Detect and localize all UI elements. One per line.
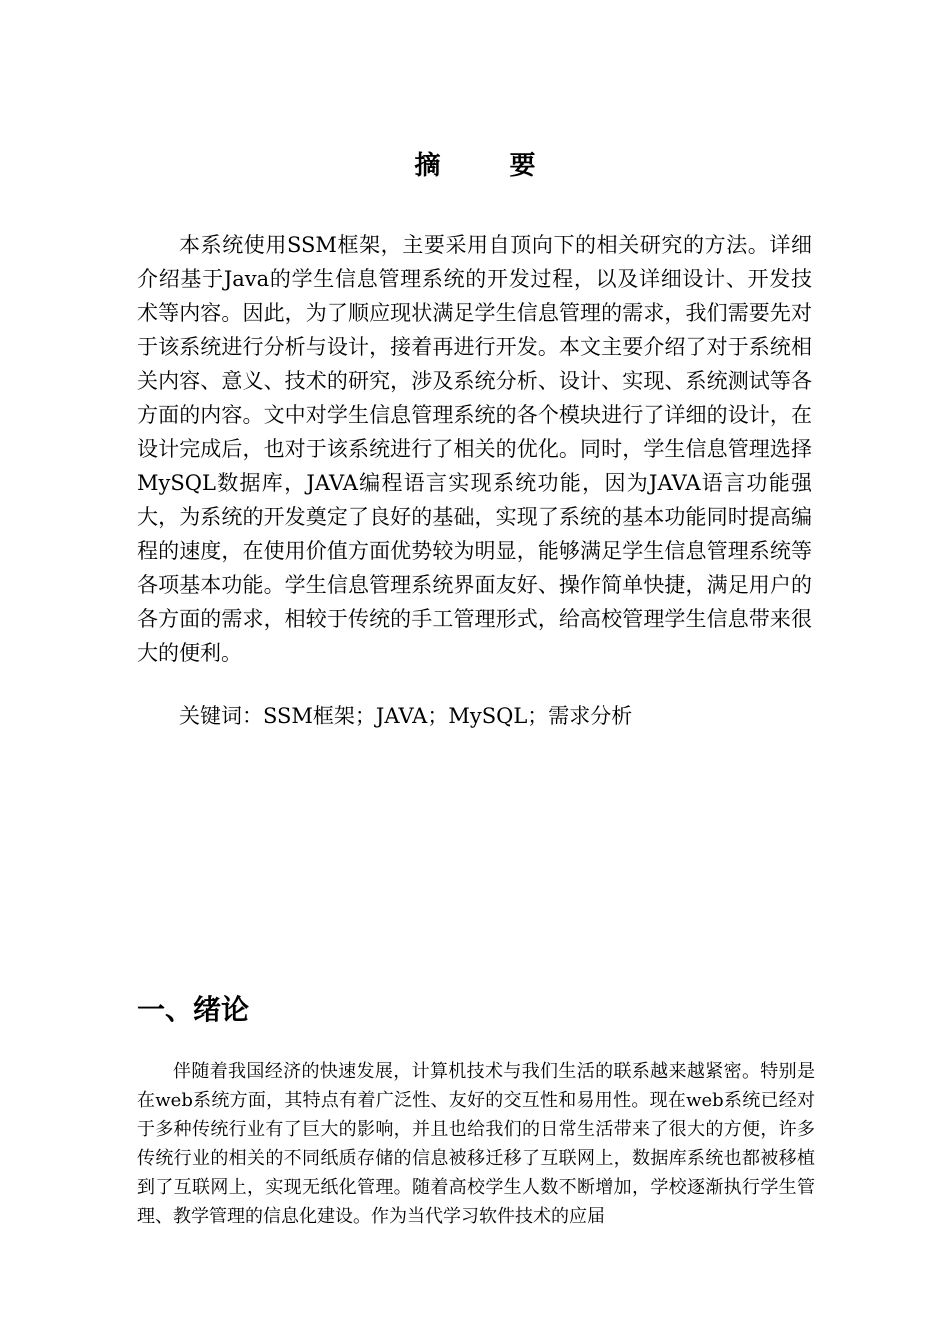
keywords-line: 关键词：SSM框架；JAVA；MySQL；需求分析 [179, 704, 633, 728]
keywords-block [137, 699, 812, 733]
section-heading-introduction: 一、绪论 [137, 993, 250, 1026]
abstract-body [137, 228, 812, 670]
introduction-paragraph: 伴随着我国经济的快速发展，计算机技术与我们生活的联系越来越紧密。特别是在web系统方面，其特点有着广泛性、友好的交互性和易用性。现在web系统已经对于多种传统行业有了巨大的影响，并且也给我们的日常生活带来了很大的方便，许多传统行业的相关的不同纸质存储的信息被移迁移了互联网上，数据库系统也都被移植到了互联网上，实现无纸化管理。随着高校学生人数不断增加，学校逐渐执行学生管理、教学管理的信息化建设。作为当代学习软件技术的应届 [137, 1061, 815, 1227]
abstract-title: 摘 要 [414, 151, 566, 181]
abstract-paragraph: 本系统使用SSM框架，主要采用自顶向下的相关研究的方法。详细介绍基于Java的学生信息管理系统的开发过程，以及详细设计、开发技术等内容。因此，为了顺应现状满足学生信息管理的需求，我们需要先对于该系统进行分析与设计，接着再进行开发。本文主要介绍了对于系统相关内容、意义、技术的研究，涉及系统分析、设计、实现、系统测试等各方面的内容。文中对学生信息管理系统的各个模块进行了详细的设计，在设计完成后，也对于该系统进行了相关的优化。同时，学生信息管理选择MySQL数据库，JAVA编程语言实现系统功能，因为JAVA语言功能强大，为系统的开发奠定了良好的基础，实现了系统的基本功能同时提高编程的速度，在使用价值方面优势较为明显，能够满足学生信息管理系统等各项基本功能。学生信息管理系统界面友好、操作简单快捷，满足用户的各方面的需求，相较于传统的手工管理形式，给高校管理学生信息带来很大的便利。 [137, 233, 812, 665]
section-body-introduction [137, 1057, 815, 1231]
